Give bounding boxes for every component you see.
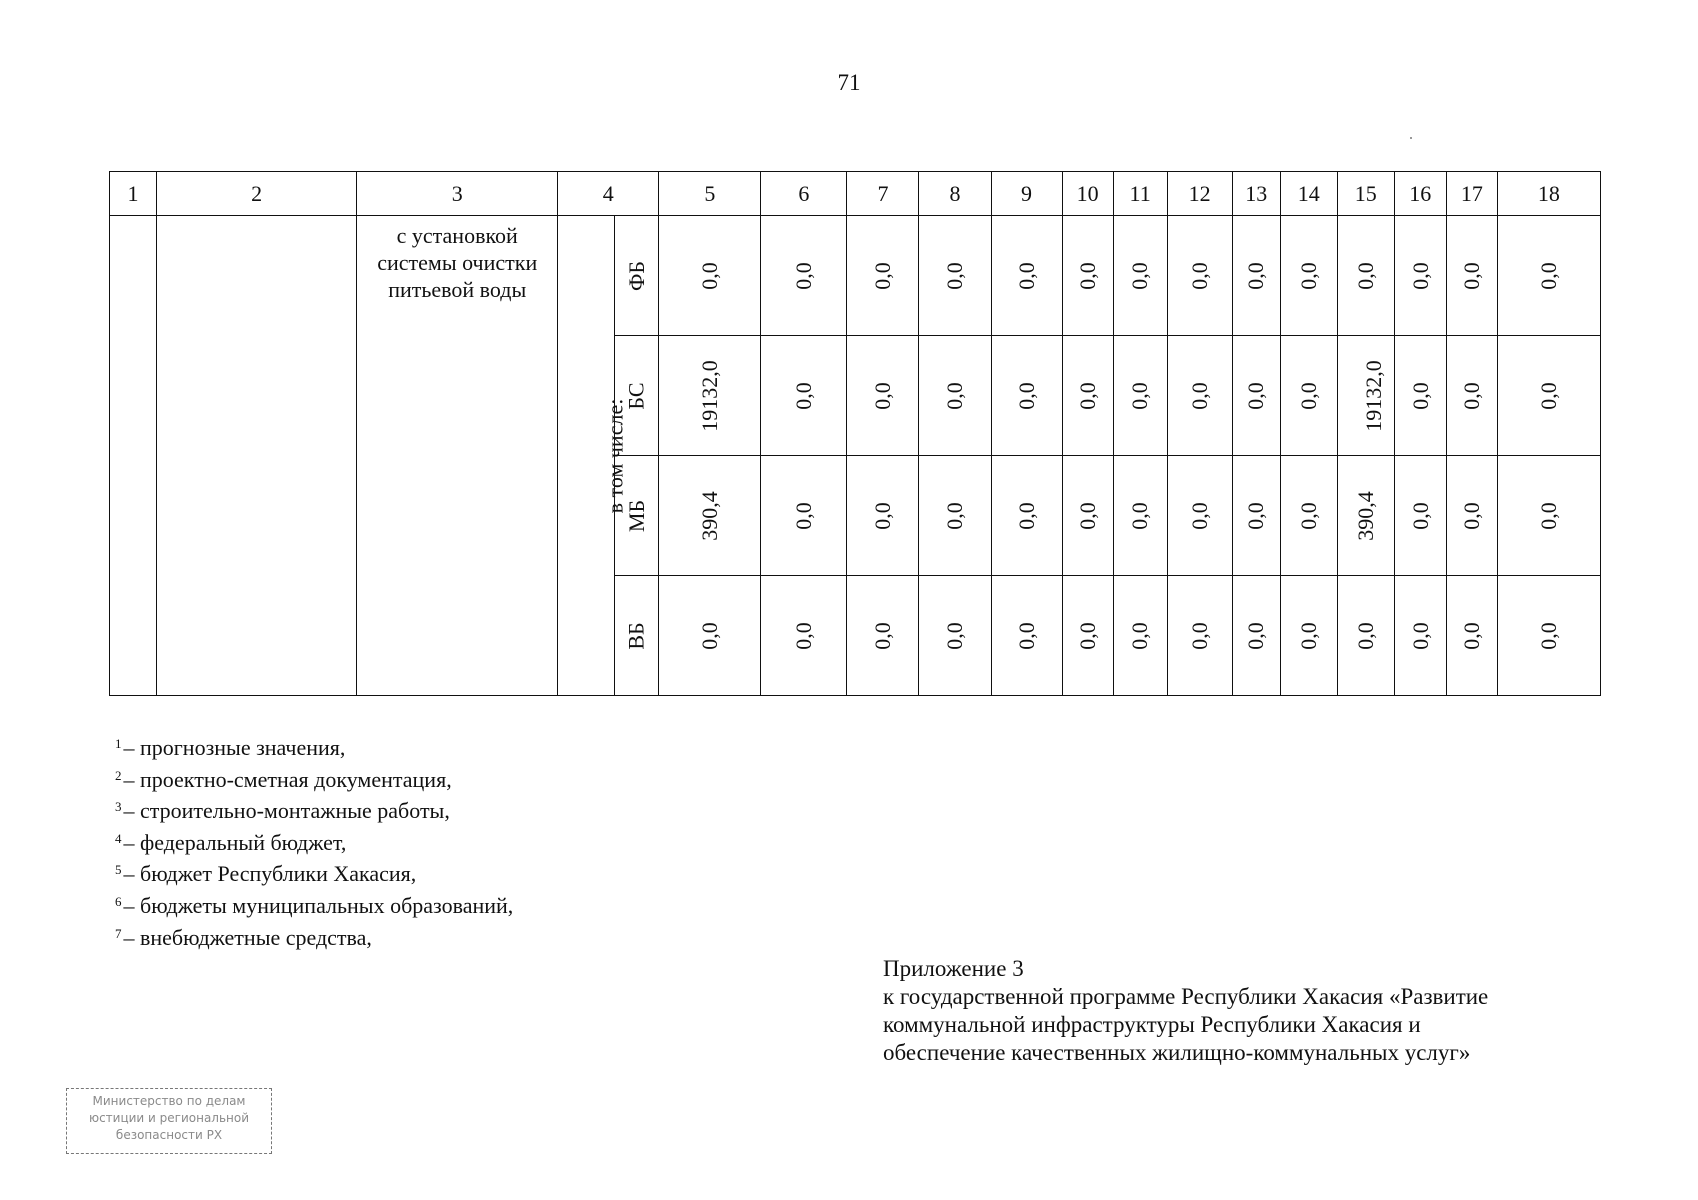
header-cell: 9 — [991, 172, 1062, 216]
value-text: 0,0 — [1295, 621, 1321, 650]
value-text: 0,0 — [1407, 501, 1433, 530]
header-cell: 4 — [558, 172, 659, 216]
header-cell: 3 — [357, 172, 558, 216]
footnote-text: – бюджет Республики Хакасия, — [123, 861, 417, 887]
financing-table — [109, 171, 1601, 696]
value-cell — [1446, 576, 1497, 696]
value-cell — [761, 216, 847, 336]
value-text: 0,0 — [1243, 501, 1269, 530]
header-cell: 11 — [1113, 172, 1167, 216]
page-number: 71 — [837, 70, 861, 95]
value-cell — [847, 576, 919, 696]
source-label: БС — [623, 381, 649, 410]
header-cell: 6 — [761, 172, 847, 216]
value-cell — [1113, 336, 1167, 456]
value-text: 0,0 — [1186, 501, 1212, 530]
value-cell — [659, 456, 761, 576]
value-cell — [1232, 456, 1280, 576]
value-cell — [1337, 456, 1394, 576]
including-cell — [558, 216, 628, 696]
value-text: 0,0 — [942, 381, 967, 410]
footnote-item — [115, 730, 513, 762]
value-text: 0,0 — [1352, 261, 1378, 290]
value-text: 0,0 — [1127, 381, 1153, 410]
value-text: 0,0 — [1013, 621, 1039, 650]
footnotes — [115, 730, 513, 951]
value-text: 0,0 — [1535, 501, 1561, 530]
header-cell: 15 — [1337, 172, 1394, 216]
source-label: МБ — [623, 499, 649, 532]
source-label: ФБ — [623, 260, 649, 291]
header-cell: 5 — [659, 172, 761, 216]
value-text: 19132,0 — [1360, 359, 1386, 432]
value-text: 0,0 — [1458, 621, 1484, 650]
footnote-mark: 5 — [115, 862, 122, 878]
value-cell — [1113, 216, 1167, 336]
value-cell — [659, 216, 761, 336]
header-cell: 10 — [1062, 172, 1113, 216]
value-text: 0,0 — [1074, 261, 1100, 290]
column-1-cell — [110, 216, 157, 696]
value-cell — [1497, 576, 1600, 696]
footnote-mark: 4 — [115, 830, 122, 846]
column-2-cell — [157, 216, 357, 696]
value-text: 19132,0 — [696, 359, 722, 432]
value-cell — [919, 216, 991, 336]
including-label: в том числе: — [602, 398, 628, 513]
stamp-line: Министерство по делам — [92, 1094, 246, 1108]
value-cell — [1394, 456, 1446, 576]
value-text: 0,0 — [696, 261, 722, 290]
value-text: 0,0 — [1013, 261, 1039, 290]
footnote-mark: 2 — [115, 767, 122, 783]
value-cell — [1232, 336, 1280, 456]
footnote-mark: 7 — [115, 925, 122, 941]
value-cell — [919, 336, 991, 456]
value-text: 0,0 — [1074, 621, 1100, 650]
value-cell — [1062, 456, 1113, 576]
table-row — [110, 216, 1601, 336]
footnote-item — [115, 825, 513, 857]
header-cell: 14 — [1280, 172, 1337, 216]
value-cell — [1446, 336, 1497, 456]
value-cell — [659, 576, 761, 696]
value-cell — [1337, 216, 1394, 336]
value-cell — [761, 456, 847, 576]
stamp-line: безопасности РХ — [115, 1128, 223, 1142]
value-text: 0,0 — [869, 621, 895, 650]
appendix-title: Приложение 3 — [883, 956, 1024, 981]
value-text: 0,0 — [1407, 261, 1433, 290]
value-text: 0,0 — [1186, 261, 1212, 290]
appendix-heading — [883, 955, 1643, 1067]
value-text: 0,0 — [1243, 261, 1269, 290]
value-cell — [1497, 456, 1600, 576]
footnote-mark: 1 — [115, 736, 122, 751]
value-cell — [847, 216, 919, 336]
header-cell: 7 — [847, 172, 919, 216]
stamp-line: юстиции и региональной — [88, 1111, 250, 1125]
value-cell — [1497, 336, 1600, 456]
value-cell — [1113, 456, 1167, 576]
value-cell — [1062, 336, 1113, 456]
header-cell: 1 — [110, 172, 157, 216]
value-cell — [1394, 576, 1446, 696]
value-text: 0,0 — [1295, 261, 1321, 290]
header-cell: 8 — [919, 172, 991, 216]
value-cell — [1062, 216, 1113, 336]
source-cell — [615, 216, 659, 336]
footnote-text: – строительно-монтажные работы, — [123, 798, 450, 824]
footnote-text: – проектно-сметная документация, — [123, 766, 452, 792]
value-text: 0,0 — [1295, 381, 1321, 410]
value-text: 0,0 — [1458, 261, 1484, 290]
value-text: 0,0 — [1074, 501, 1100, 530]
value-cell — [1167, 336, 1232, 456]
table-header-row — [110, 172, 1601, 216]
value-cell — [1394, 336, 1446, 456]
header-cell: 17 — [1446, 172, 1497, 216]
value-cell — [1280, 456, 1337, 576]
value-text: 0,0 — [1127, 261, 1153, 290]
header-cell: 13 — [1232, 172, 1280, 216]
value-text: 0,0 — [1243, 621, 1269, 650]
value-cell — [1062, 576, 1113, 696]
value-cell — [1280, 216, 1337, 336]
value-text: 0,0 — [942, 501, 967, 530]
value-text: 0,0 — [1127, 621, 1153, 650]
footnote-text: – прогнозные значения, — [123, 735, 346, 760]
value-text: 0,0 — [1535, 621, 1561, 650]
value-text: 390,4 — [696, 490, 722, 541]
value-cell — [1446, 216, 1497, 336]
value-cell — [1167, 576, 1232, 696]
value-text: 0,0 — [1243, 381, 1269, 410]
value-text: 0,0 — [696, 621, 722, 650]
value-cell — [1232, 216, 1280, 336]
header-cell: 12 — [1167, 172, 1232, 216]
value-cell — [1394, 216, 1446, 336]
registration-stamp — [66, 1088, 272, 1154]
header-cell: 2 — [157, 172, 357, 216]
value-cell — [761, 336, 847, 456]
value-text: 0,0 — [1186, 621, 1212, 650]
value-cell — [991, 456, 1062, 576]
value-text: 0,0 — [942, 621, 967, 650]
value-cell — [847, 336, 919, 456]
value-cell — [919, 576, 991, 696]
value-cell — [919, 456, 991, 576]
appendix-line: обеспечение качественных жилищно-коммунальных услуг» — [883, 1040, 1471, 1065]
value-cell — [659, 336, 761, 456]
source-cell — [615, 576, 659, 696]
appendix-line: коммунальной инфраструктуры Республики Хакасия и — [883, 1012, 1421, 1037]
footnote-mark: 6 — [115, 893, 122, 909]
footnote-item — [115, 888, 513, 920]
value-text: 0,0 — [1535, 381, 1561, 410]
value-text: 0,0 — [1407, 621, 1433, 650]
value-text: 0,0 — [1186, 381, 1212, 410]
value-text: 0,0 — [942, 261, 967, 290]
value-text: 0,0 — [1127, 501, 1153, 530]
footnote-text: – бюджеты муниципальных образований, — [123, 892, 514, 918]
value-text: 0,0 — [790, 501, 816, 530]
value-cell — [847, 456, 919, 576]
footnote-item — [115, 856, 513, 888]
value-text: 0,0 — [1458, 501, 1484, 530]
value-text: 0,0 — [1535, 261, 1561, 290]
value-text: 0,0 — [1013, 381, 1039, 410]
value-cell — [1497, 216, 1600, 336]
value-text: 390,4 — [1352, 490, 1378, 541]
value-cell — [761, 576, 847, 696]
value-cell — [1337, 336, 1394, 456]
value-cell — [1337, 576, 1394, 696]
footnote-item — [115, 762, 513, 794]
value-text: 0,0 — [869, 381, 895, 410]
footnote-mark: 3 — [115, 799, 122, 815]
value-cell — [1446, 456, 1497, 576]
value-text: 0,0 — [869, 261, 895, 290]
footnote-text: – внебюджетные средства, — [123, 924, 372, 950]
value-cell — [991, 216, 1062, 336]
value-text: 0,0 — [1407, 381, 1433, 410]
footnote-text: – федеральный бюджет, — [123, 829, 347, 855]
scan-speck — [1410, 137, 1412, 139]
value-text: 0,0 — [1458, 381, 1484, 410]
value-cell — [1280, 336, 1337, 456]
value-text: 0,0 — [1295, 501, 1321, 530]
source-label: ВБ — [623, 621, 649, 650]
header-cell: 18 — [1497, 172, 1600, 216]
value-text: 0,0 — [1074, 381, 1100, 410]
object-description: с установкой системы очистки питьевой воды — [357, 216, 558, 696]
value-text: 0,0 — [790, 261, 816, 290]
value-text: 0,0 — [790, 381, 816, 410]
value-cell — [1167, 216, 1232, 336]
value-cell — [1280, 576, 1337, 696]
value-cell — [991, 576, 1062, 696]
footnote-item — [115, 793, 513, 825]
footnote-item — [115, 920, 513, 952]
value-text: 0,0 — [1352, 621, 1378, 650]
value-text: 0,0 — [790, 621, 816, 650]
value-text: 0,0 — [869, 501, 895, 530]
header-cell: 16 — [1394, 172, 1446, 216]
value-cell — [1113, 576, 1167, 696]
value-text: 0,0 — [1013, 501, 1039, 530]
value-cell — [991, 336, 1062, 456]
appendix-line: к государственной программе Республики Хакасия «Развитие — [883, 984, 1489, 1009]
value-cell — [1232, 576, 1280, 696]
value-cell — [1167, 456, 1232, 576]
